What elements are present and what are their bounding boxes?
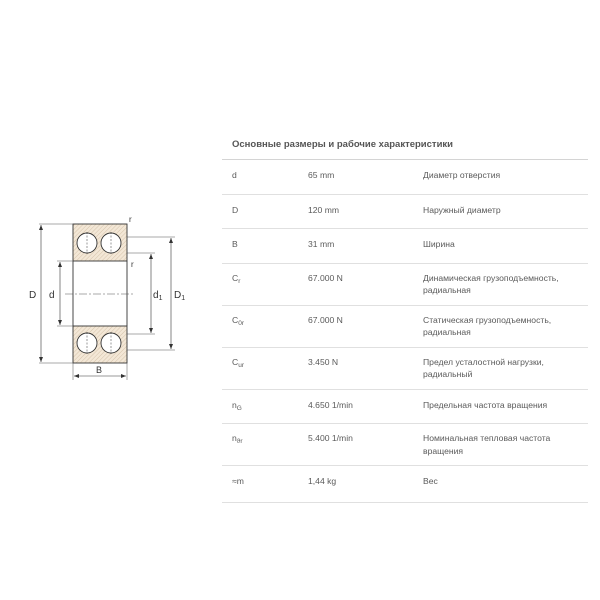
description: Диаметр отверстия (423, 170, 501, 180)
table-row (222, 390, 588, 425)
bearing-drawing (25, 210, 200, 385)
table-row (222, 264, 588, 306)
symbol: d (232, 170, 237, 180)
label-D1: $D_1$ (174, 290, 186, 302)
table-row (222, 195, 588, 230)
label-r-top: r (129, 215, 132, 224)
value: 65 mm (308, 170, 335, 180)
description: Динамическая грузоподъемность, радиальная (423, 272, 559, 295)
table-row (222, 466, 588, 503)
table-row (222, 424, 588, 466)
label-B: B (96, 365, 103, 375)
symbol: $C_{0r}$ (232, 314, 244, 327)
label-D: D (29, 290, 37, 301)
label-d1: $d_1$ (153, 290, 163, 302)
lower-ring-section (73, 326, 127, 363)
table-row (222, 348, 588, 390)
value: 120 mm (308, 204, 340, 215)
label-r-mid: r (131, 260, 134, 269)
symbol: $n_G$ (232, 399, 242, 412)
table-row (222, 160, 588, 195)
description: Ширина (423, 239, 455, 249)
characteristics-table (222, 139, 588, 503)
symbol: D (232, 204, 239, 215)
value: 67.000 N (308, 272, 343, 283)
label-d: d (49, 290, 55, 301)
description: Номинальная тепловая частота вращения (423, 433, 551, 456)
description: Наружный диаметр (423, 204, 501, 215)
bearing-cross-section (25, 210, 200, 385)
table-row (222, 306, 588, 348)
table-title: Основные размеры и рабочие характеристики (222, 139, 588, 160)
value: 31 mm (308, 239, 335, 249)
dim-D (39, 224, 73, 363)
value: 67.000 N (308, 314, 343, 325)
symbol: $C_r$ (232, 272, 241, 285)
description: Предельная частота вращения (423, 399, 548, 410)
description: Статическая грузоподъемность, радиальная (423, 314, 552, 337)
symbol: ≈m (232, 476, 244, 486)
value: 4.650 1/min (308, 399, 353, 410)
upper-ring-section (73, 224, 127, 261)
symbol: $C_{ur}$ (232, 356, 244, 369)
description: Вес (423, 476, 438, 486)
value: 1,44 kg (308, 476, 337, 486)
table-row (222, 229, 588, 264)
value: 5.400 1/min (308, 433, 353, 443)
symbol: $n_{ϑr}$ (232, 433, 243, 445)
symbol: B (232, 239, 238, 249)
dim-d (57, 261, 73, 326)
description: Предел усталостной нагрузки, радиальный (423, 356, 544, 379)
value: 3.450 N (308, 356, 339, 367)
